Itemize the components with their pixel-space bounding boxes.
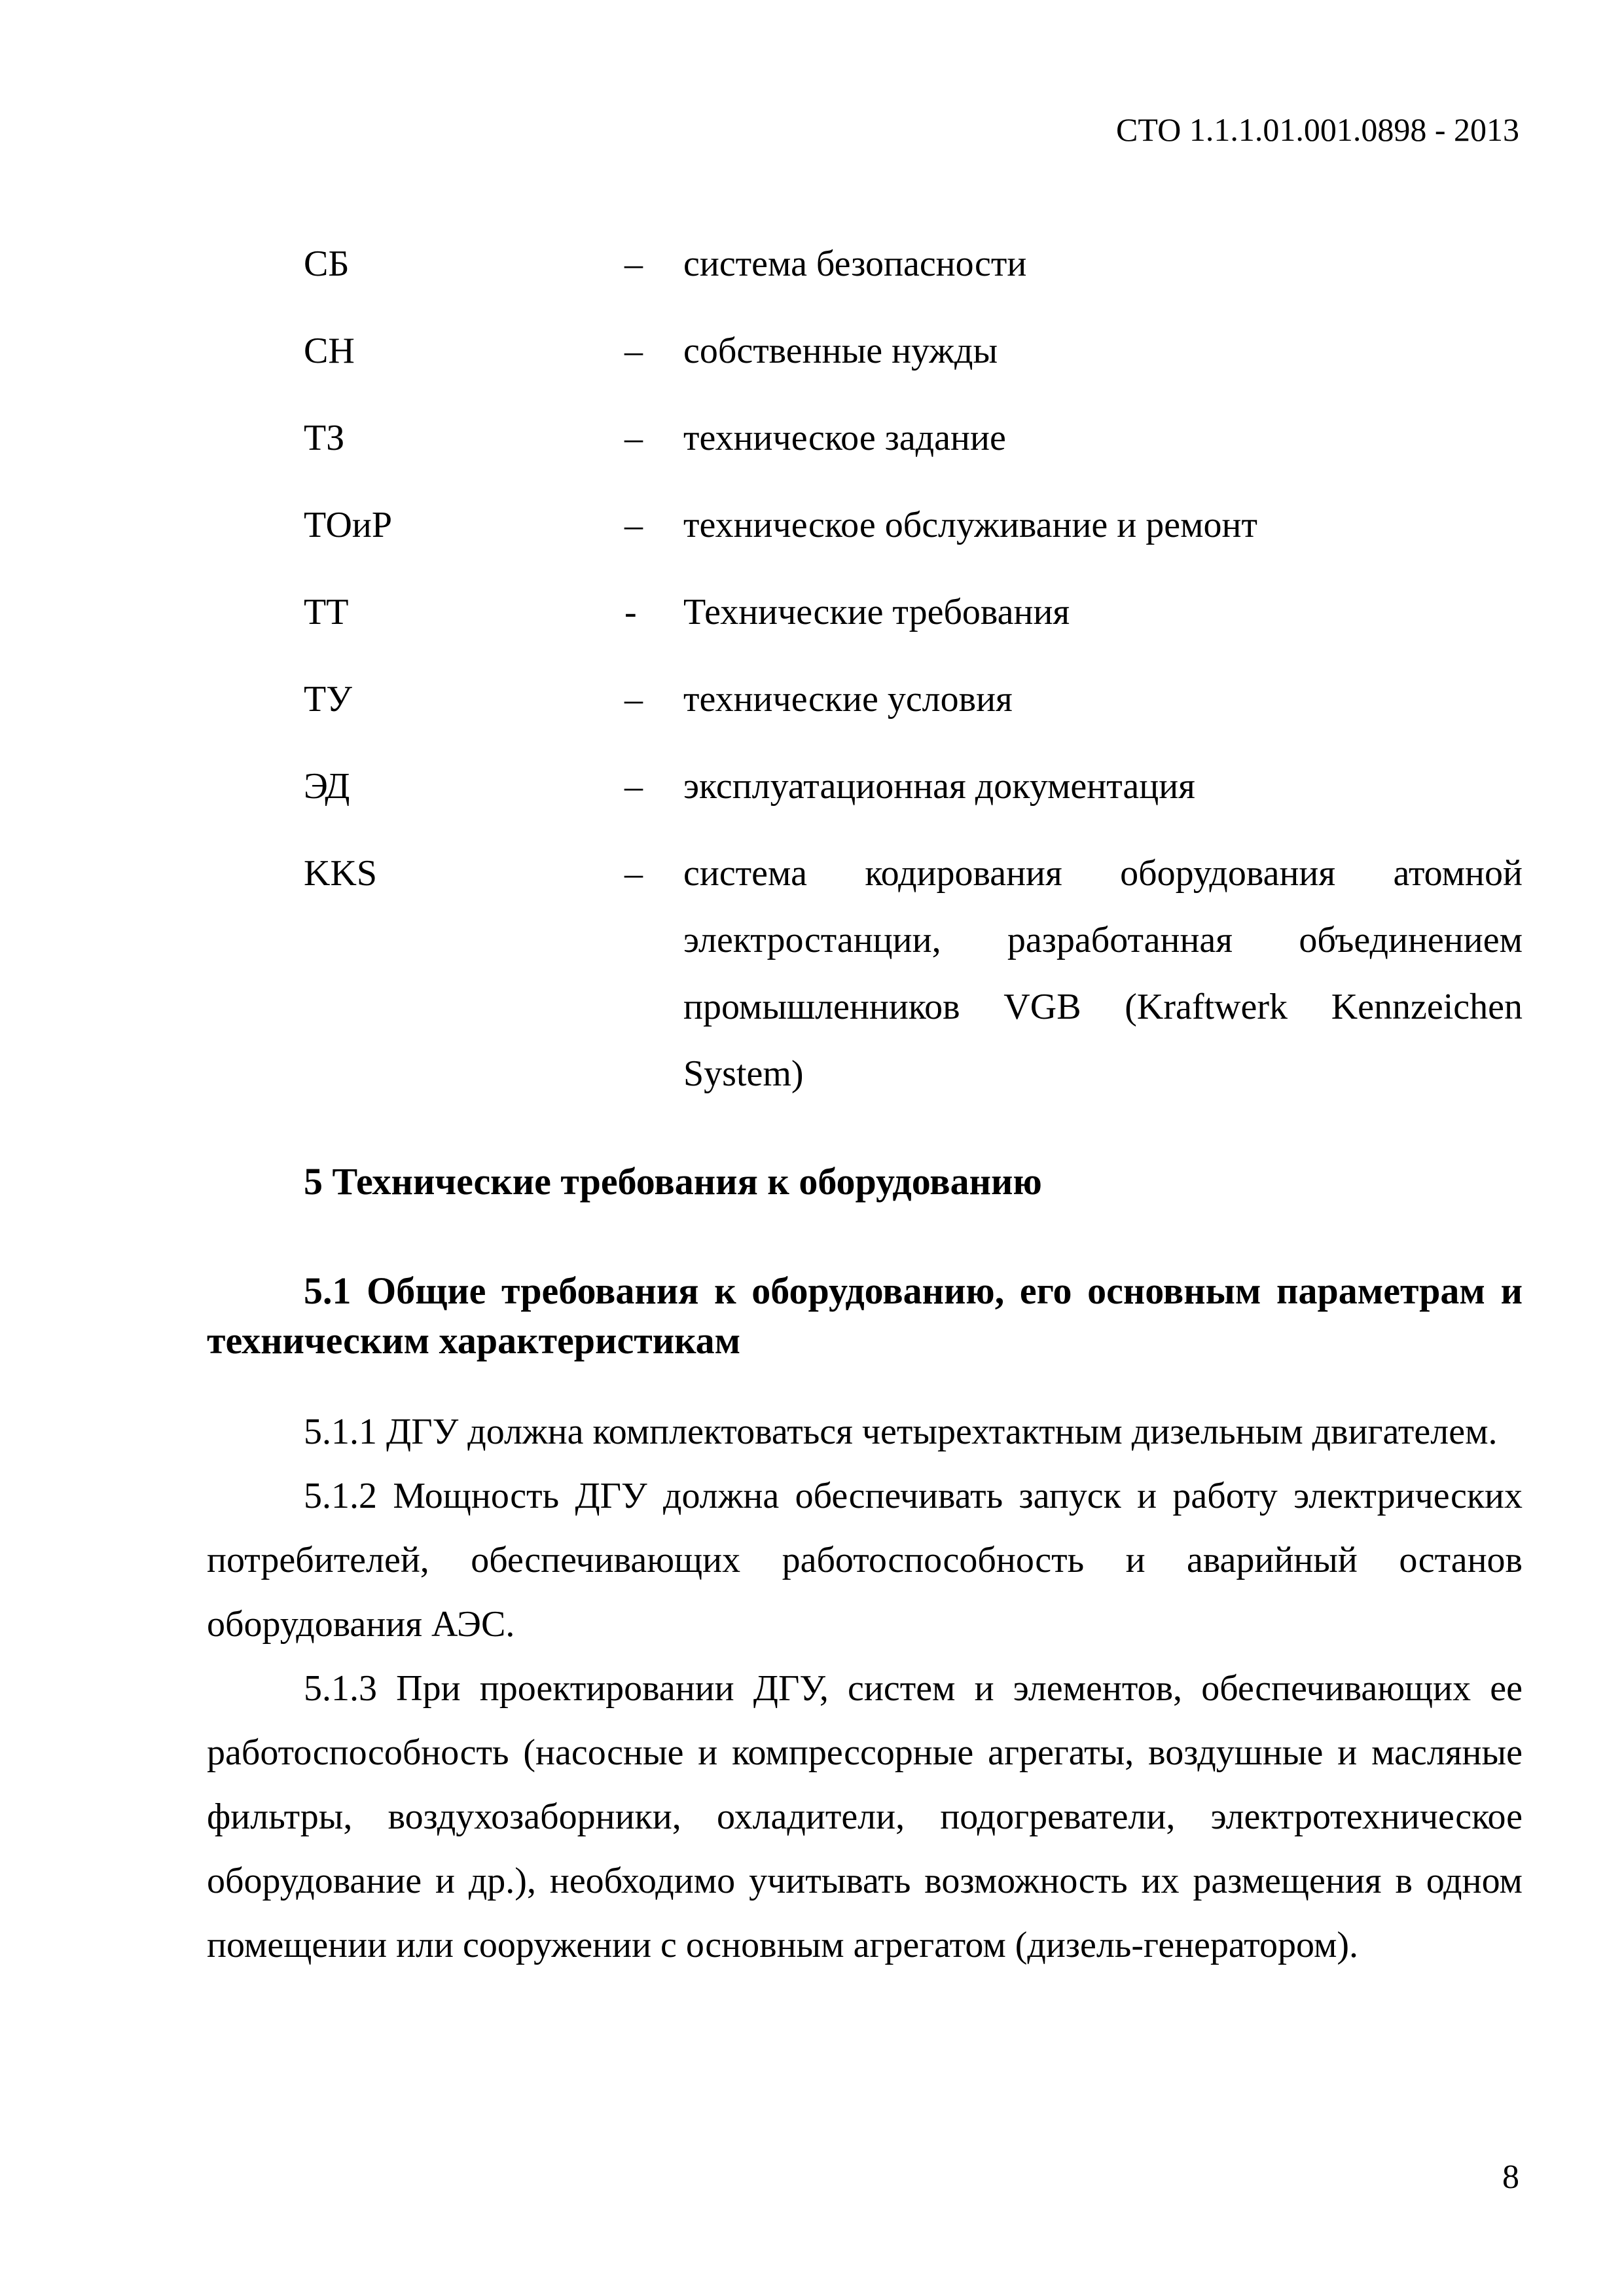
section-heading: 5 Технические требования к оборудованию bbox=[304, 1160, 1042, 1203]
abbreviation-row bbox=[304, 579, 1523, 646]
abbreviation-definition: Технические требования bbox=[683, 592, 1070, 632]
abbreviation-row bbox=[304, 318, 1523, 384]
abbreviation-definition: система безопасности bbox=[683, 244, 1027, 284]
abbreviation-dash: – bbox=[624, 244, 643, 284]
document-code-header: СТО 1.1.1.01.001.0898 - 2013 bbox=[1116, 111, 1519, 148]
abbreviation-row bbox=[304, 405, 1523, 471]
abbreviation-definition: техническое задание bbox=[683, 418, 1006, 458]
abbreviation-definition: эксплуатационная документация bbox=[683, 766, 1195, 807]
abbreviation-term: ТОиР bbox=[304, 505, 393, 545]
abbreviation-term: ТЗ bbox=[304, 418, 345, 458]
abbreviation-row bbox=[304, 666, 1523, 733]
abbreviation-definition: система кодирования оборудования атомной электростанции, разработанная объединением промышленников VGB (Kraftwerk Kennzeichen System) bbox=[683, 853, 1523, 1094]
abbreviation-row bbox=[304, 230, 1523, 297]
paragraph: 5.1.1 ДГУ должна комплектоваться четырехтактным дизельным двигателем. bbox=[304, 1412, 1498, 1452]
abbreviation-row bbox=[304, 492, 1523, 558]
abbreviation-term: KKS bbox=[304, 853, 378, 894]
abbreviation-definition: технические условия bbox=[683, 679, 1013, 720]
paragraph: 5.1.2 Мощность ДГУ должна обеспечивать запуск и работу электрических потребителей, обеспечивающих работоспособность и аварийный останов оборудования АЭС. bbox=[207, 1476, 1523, 1645]
body-text bbox=[207, 1400, 1523, 1977]
abbreviation-dash: – bbox=[624, 853, 643, 894]
abbreviation-dash: – bbox=[624, 418, 643, 458]
abbreviation-definition: техническое обслуживание и ремонт bbox=[683, 505, 1257, 545]
subsection-heading: 5.1 Общие требования к оборудованию, его основным параметрам и техническим характеристикам bbox=[207, 1269, 1523, 1362]
abbreviation-dash: – bbox=[624, 766, 643, 807]
abbreviation-dash: - bbox=[624, 592, 637, 632]
abbreviation-row bbox=[304, 753, 1523, 820]
abbreviation-term: СН bbox=[304, 331, 355, 371]
page-number: 8 bbox=[1502, 2159, 1519, 2196]
abbreviation-definition: собственные нужды bbox=[683, 331, 998, 371]
abbreviation-term: ТУ bbox=[304, 679, 352, 720]
abbreviation-dash: – bbox=[624, 331, 643, 371]
abbreviation-row bbox=[304, 840, 1523, 1107]
paragraph: 5.1.3 При проектировании ДГУ, систем и элементов, обеспечивающих ее работоспособность (насосные и компрессорные агрегаты, воздушные и масляные фильтры, воздухозаборники, охладители, подогреватели, электротехническое оборудование и др.), необходимо учитывать возможность их размещения в одном помещении или сооружении с основным агрегатом (дизель-генератором). bbox=[207, 1668, 1523, 1965]
abbreviation-list bbox=[304, 230, 1523, 1127]
abbreviation-term: СБ bbox=[304, 244, 350, 284]
abbreviation-term: ЭД bbox=[304, 766, 350, 807]
abbreviation-dash: – bbox=[624, 505, 643, 545]
abbreviation-term: ТТ bbox=[304, 592, 349, 632]
abbreviation-dash: – bbox=[624, 679, 643, 720]
